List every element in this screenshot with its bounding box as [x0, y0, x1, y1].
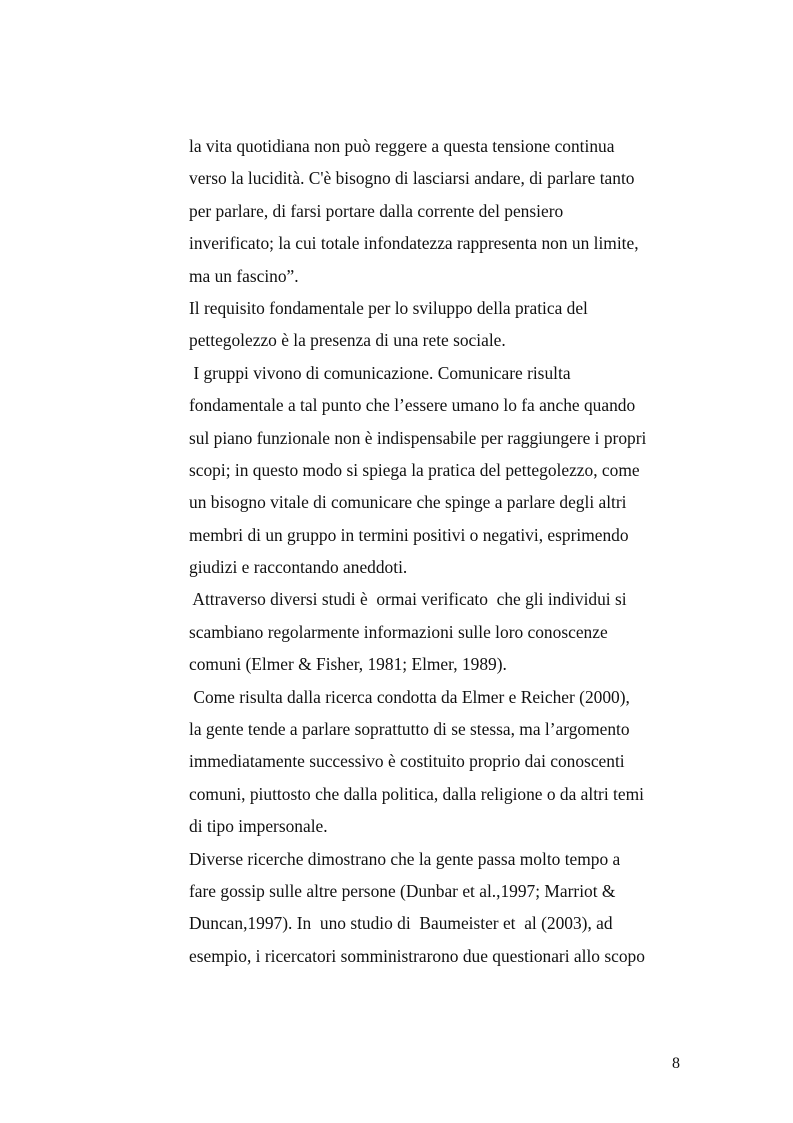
- text-line: Il requisito fondamentale per lo sviluppo della pratica del: [189, 297, 588, 318]
- text-line: giudizi e raccontando aneddoti.: [189, 557, 408, 578]
- text-line: Attraverso diversi studi è ormai verificato che gli individui si: [189, 589, 627, 610]
- text-line: inverificato; la cui totale infondatezza rappresenta non un limite,: [189, 233, 639, 254]
- text-line: esempio, i ricercatori somministrarono due questionari allo scopo: [189, 945, 645, 966]
- page-number: 8: [672, 1055, 680, 1072]
- text-line: comuni (Elmer & Fisher, 1981; Elmer, 1989).: [189, 654, 507, 675]
- text-line: per parlare, di farsi portare dalla corrente del pensiero: [189, 200, 564, 221]
- text-line: la gente tende a parlare soprattutto di se stessa, ma l’argomento: [189, 719, 630, 740]
- text-line: membri di un gruppo in termini positivi o negativi, esprimendo: [189, 524, 629, 545]
- text-line: la vita quotidiana non può reggere a questa tensione continua: [189, 136, 615, 156]
- text-line: Come risulta dalla ricerca condotta da Elmer e Reicher (2000),: [189, 686, 630, 707]
- text-line: ma un fascino”.: [189, 265, 299, 286]
- text-line: verso la lucidità. C'è bisogno di lasciarsi andare, di parlare tanto: [189, 168, 635, 189]
- text-line: un bisogno vitale di comunicare che spinge a parlare degli altri: [189, 492, 627, 513]
- text-line: di tipo impersonale.: [189, 816, 328, 837]
- text-line: fondamentale a tal punto che l’essere umano lo fa anche quando: [189, 395, 636, 416]
- text-line: Diverse ricerche dimostrano che la gente passa molto tempo a: [189, 848, 621, 869]
- text-line: fare gossip sulle altre persone (Dunbar et al.,1997; Marriot &: [189, 880, 616, 901]
- text-line: sul piano funzionale non è indispensabile per raggiungere i propri: [189, 427, 647, 448]
- text-line: scambiano regolarmente informazioni sulle loro conoscenze: [189, 621, 608, 642]
- text-line: comuni, piuttosto che dalla politica, dalla religione o da altri temi: [189, 783, 644, 804]
- text-line: scopi; in questo modo si spiega la pratica del pettegolezzo, come: [189, 459, 640, 480]
- text-line: pettegolezzo è la presenza di una rete sociale.: [189, 330, 506, 351]
- text-line: Duncan,1997). In uno studio di Baumeister et al (2003), ad: [189, 913, 613, 934]
- text-line: I gruppi vivono di comunicazione. Comunicare risulta: [189, 362, 571, 383]
- body-text: [189, 130, 689, 972]
- text-line: immediatamente successivo è costituito proprio dai conoscenti: [189, 751, 625, 772]
